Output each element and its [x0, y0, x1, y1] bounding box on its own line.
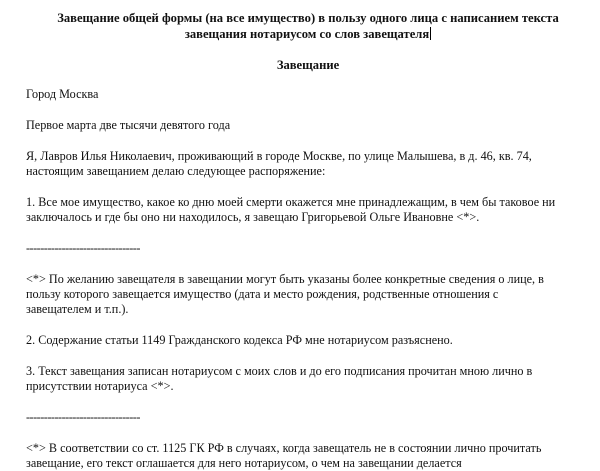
item-1-line-2: заключалось и где бы оно ни находилось, я завещаю Григорьевой Ольге Ивановне <*>. — [26, 210, 480, 224]
text-cursor — [430, 27, 431, 40]
footnote-separator-2: -------------------------------- — [26, 410, 140, 424]
document-heading — [26, 10, 582, 42]
item-1-paragraph — [26, 195, 582, 225]
item-1-line-1: 1. Все мое имущество, какое ко дню моей смерти окажется мне принадлежащим, в чем бы таковое ни — [26, 195, 556, 209]
heading-line-1: Завещание общей формы (на все имущество) в пользу одного лица с написанием текста — [57, 11, 559, 25]
intro-paragraph — [26, 149, 582, 179]
heading-line-2-text: завещания нотариусом со слов завещателя — [184, 27, 430, 41]
footnote-separator: -------------------------------- — [26, 241, 140, 255]
footnote-2-line-1: <*> В соответствии со ст. 1125 ГК РФ в случаях, когда завещатель не в состоянии лично прочитать — [26, 441, 542, 455]
date-line: Первое марта две тысячи девятого года — [26, 118, 231, 132]
item-3-paragraph — [26, 364, 582, 394]
footnote-1-line-1: <*> По желанию завещателя в завещании могут быть указаны более конкретные сведения о лице, в — [26, 272, 544, 286]
footnote-2-line-2: завещание, его текст оглашается для него нотариусом, о чем на завещании делается — [26, 456, 462, 470]
item-2-paragraph: 2. Содержание статьи 1149 Гражданского кодекса РФ мне нотариусом разъяснено. — [26, 333, 453, 347]
footnote-1-line-3: завещателем и т.п.). — [26, 302, 129, 316]
item-3-line-1: 3. Текст завещания записан нотариусом с моих слов и до его подписания прочитан мною лично в — [26, 364, 533, 378]
intro-line-1: Я, Лавров Илья Николаевич, проживающий в городе Москве, по улице Малышева, в д. 46, кв. 74, — [26, 149, 532, 163]
item-3-line-2: присутствии нотариуса <*>. — [26, 379, 174, 393]
document-subtitle: Завещание — [276, 58, 340, 72]
footnote-1 — [26, 272, 582, 317]
footnote-2 — [26, 441, 582, 471]
footnote-1-line-2: пользу которого завещается имущество (дата и место рождения, родственные отношения с — [26, 287, 499, 301]
heading-line-2 — [34, 26, 582, 42]
city-line: Город Москва — [26, 87, 99, 101]
intro-line-2: настоящим завещанием делаю следующее распоряжение: — [26, 164, 326, 178]
